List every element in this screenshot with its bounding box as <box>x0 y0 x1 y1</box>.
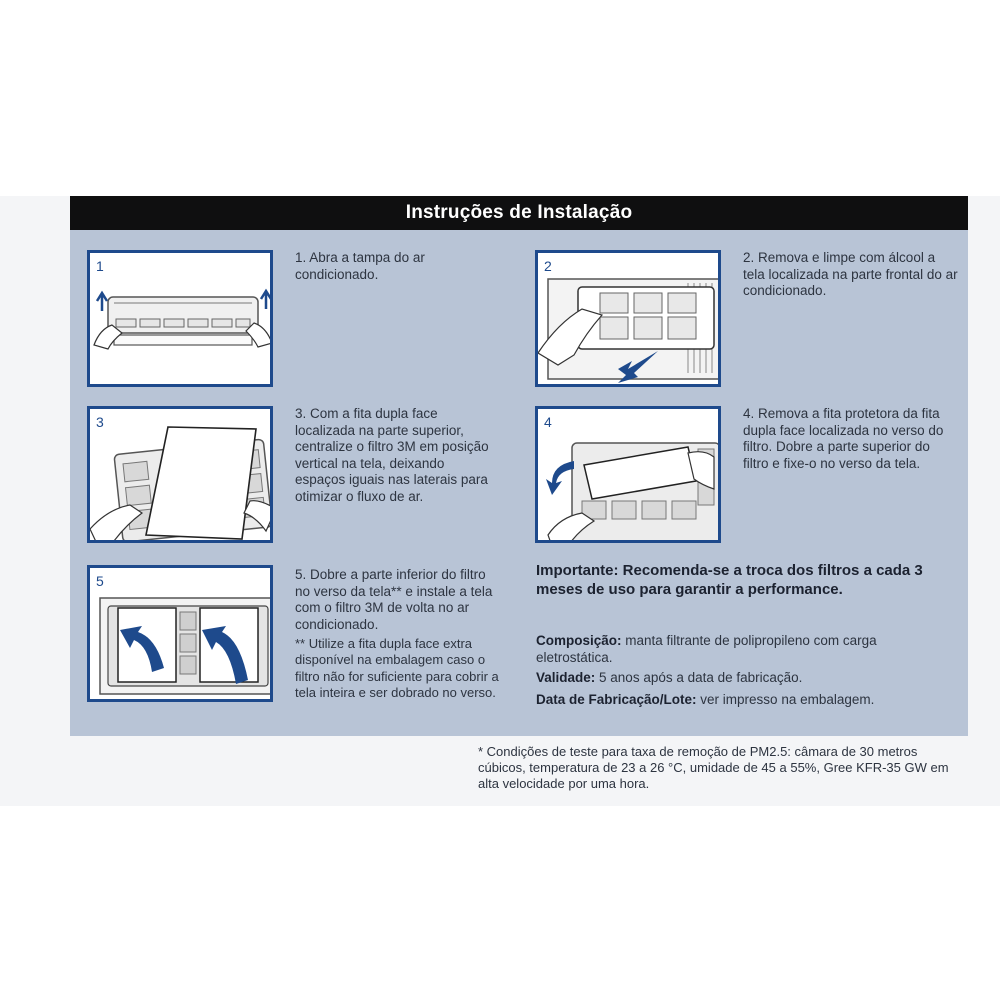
validity-value: 5 anos após a data de fabricação. <box>595 670 803 685</box>
important-notice: Importante: Recomenda-se a troca dos filtros a cada 3 meses de uso para garantir a performance. <box>536 562 923 598</box>
step-2-text: 2. Remova e limpe com álcool a tela localizada na parte frontal do ar condicionado. <box>743 250 958 298</box>
page-title: Instruções de Instalação <box>405 202 633 223</box>
step-3-illustration <box>87 406 273 543</box>
step-1-illustration <box>87 250 273 387</box>
step-4-text: 4. Remova a fita protetora da fita dupla face localizada no verso do filtro. Dobre a parte superior do filtro e fixe-o no verso da tela. <box>743 406 944 471</box>
step-2-illustration <box>535 250 721 387</box>
step-5-text: 5. Dobre a parte inferior do filtro no verso da tela** e instale a tela com o filtro 3M de volta no ar condicionado. <box>295 567 493 632</box>
step-1-number: 1 <box>96 258 104 274</box>
composition-label: Composição: <box>536 633 622 648</box>
step-2-number: 2 <box>544 258 552 274</box>
step-4-illustration <box>535 406 721 543</box>
validity-label: Validade: <box>536 670 596 685</box>
validity-line <box>536 670 936 687</box>
step-5-number: 5 <box>96 573 104 589</box>
step-5-note: ** Utilize a fita dupla face extra disponível na embalagem caso o filtro não for suficiente para cobrir a tela inteira e ser dobrado no verso. <box>295 636 499 700</box>
step-1-text: 1. Abra a tampa do ar condicionado. <box>295 250 425 282</box>
composition-line <box>536 633 936 666</box>
instructions-header <box>70 196 968 230</box>
step-5-illustration <box>87 565 273 702</box>
manufacture-value: ver impresso na embalagem. <box>696 692 875 707</box>
manufacture-line <box>536 692 936 709</box>
test-conditions-footnote: * Condições de teste para taxa de remoção de PM2.5: câmara de 30 metros cúbicos, temperatura de 23 a 26 °C, umidade de 45 a 55%, Gree KFR-35 GW em alta velocidade por uma hora. <box>478 744 949 791</box>
step-4-number: 4 <box>544 414 552 430</box>
step-3-text: 3. Com a fita dupla face localizada na parte superior, centralize o filtro 3M em posição vertical na tela, deixando espaços iguais nas laterais para otimizar o fluxo de ar. <box>295 406 489 504</box>
step-3-number: 3 <box>96 414 104 430</box>
manufacture-label: Data de Fabricação/Lote: <box>536 692 697 707</box>
composition-value: manta filtrante de polipropileno com carga eletrostática. <box>536 633 877 665</box>
